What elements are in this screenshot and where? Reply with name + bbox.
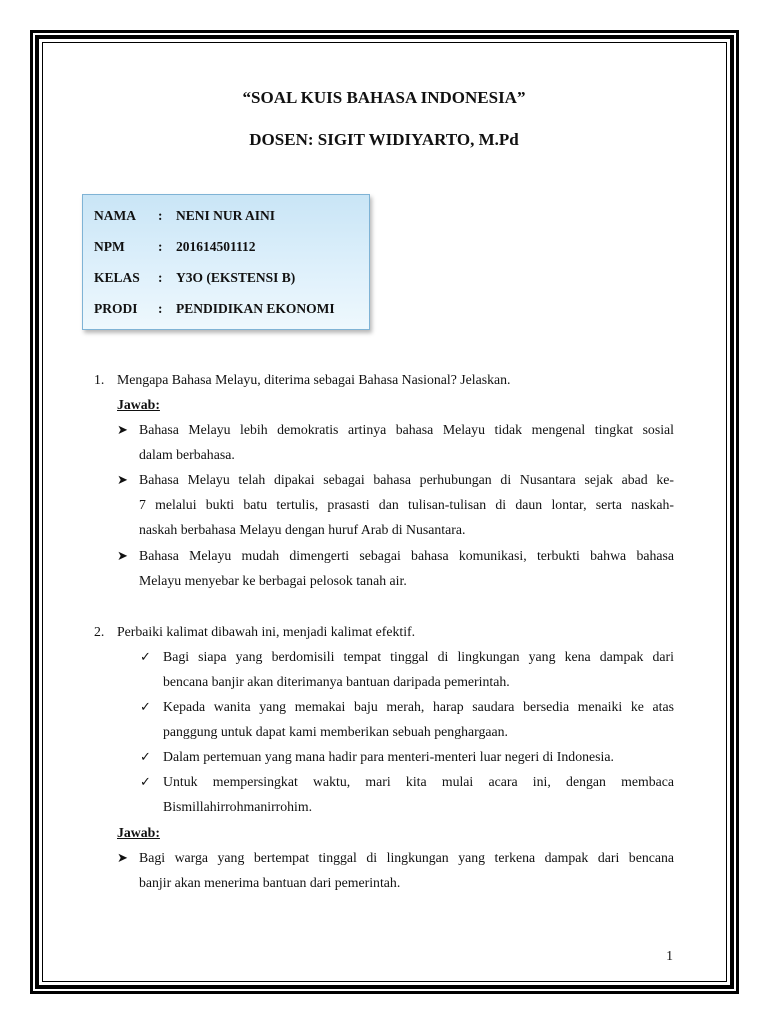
item-2-1-line-1: Bagi siapa yang berdomisili tempat tinggal di lingkungan yang kena dampak dari <box>163 649 674 664</box>
item-2-1-line-2: bencana banjir akan diterimanya bantuan daripada pemerintah. <box>163 674 510 689</box>
question-2-number: 2. <box>94 624 105 639</box>
question-2-text: Perbaiki kalimat dibawah ini, menjadi kalimat efektif. <box>117 624 416 639</box>
identity-value: Y3O (EKSTENSI B) <box>176 270 296 285</box>
identity-separator: : <box>158 301 163 316</box>
identity-key: NPM <box>94 239 125 254</box>
identity-key: PRODI <box>94 301 138 316</box>
identity-key: NAMA <box>94 208 136 223</box>
question-1-answer-label: Jawab: <box>117 397 160 412</box>
document-title: “SOAL KUIS BAHASA INDONESIA” <box>242 88 526 107</box>
answer-2-1-line-2: banjir akan menerima bantuan dari pemerintah. <box>139 875 401 890</box>
answer-1-2-line-1: Bahasa Melayu telah dipakai sebagai bahasa perhubungan di Nusantara sejak abad ke- <box>139 472 674 487</box>
answer-1-2-line-2: 7 melalui bukti batu tertulis, prasasti dan tulisan-tulisan di daun lontar, serta naskah- <box>139 497 674 512</box>
identity-separator: : <box>158 239 163 254</box>
answer-2-1-line-1: Bagi warga yang bertempat tinggal di lingkungan yang terkena dampak dari bencana <box>139 850 674 865</box>
identity-value: 201614501112 <box>176 239 256 254</box>
identity-value: NENI NUR AINI <box>176 208 276 223</box>
answer-1-1-line-2: dalam berbahasa. <box>139 447 235 462</box>
checkmark-icon: ✓ <box>140 699 151 714</box>
answer-1-1-line-1: Bahasa Melayu lebih demokratis artinya bahasa Melayu tidak mengenal tingkat sosial <box>139 422 674 437</box>
answer-1-2-line-3: naskah berbahasa Melayu dengan huruf Arab di Nusantara. <box>139 522 466 537</box>
item-2-4-line-1: Untuk mempersingkat waktu, mari kita mulai acara ini, dengan membaca <box>163 774 674 789</box>
item-2-2-line-1: Kepada wanita yang memakai baju merah, harap saudara bersedia menaiki ke atas <box>163 699 674 714</box>
identity-separator: : <box>158 270 163 285</box>
question-1-text: Mengapa Bahasa Melayu, diterima sebagai Bahasa Nasional? Jelaskan. <box>117 372 511 387</box>
student-identity-box <box>82 194 370 330</box>
arrow-bullet-icon: ➤ <box>117 548 128 563</box>
lecturer-name: DOSEN: SIGIT WIDIYARTO, M.Pd <box>249 130 519 149</box>
checkmark-icon: ✓ <box>140 774 151 789</box>
question-2-answer-label: Jawab: <box>117 825 160 840</box>
arrow-bullet-icon: ➤ <box>117 850 128 865</box>
identity-value: PENDIDIKAN EKONOMI <box>176 301 335 316</box>
question-1-number: 1. <box>94 372 105 387</box>
answer-1-3-line-1: Bahasa Melayu mudah dimengerti sebagai bahasa komunikasi, terbukti bahwa bahasa <box>139 548 674 563</box>
arrow-bullet-icon: ➤ <box>117 472 128 487</box>
identity-separator: : <box>158 208 163 223</box>
page-number: 1 <box>666 948 673 963</box>
item-2-3-line-1: Dalam pertemuan yang mana hadir para menteri-menteri luar negeri di Indonesia. <box>163 749 614 764</box>
checkmark-icon: ✓ <box>140 749 151 764</box>
arrow-bullet-icon: ➤ <box>117 422 128 437</box>
item-2-4-line-2: Bismillahirrohmanirrohim. <box>163 799 313 814</box>
item-2-2-line-2: panggung untuk dapat kami memberikan sebuah penghargaan. <box>163 724 508 739</box>
identity-key: KELAS <box>94 270 140 285</box>
checkmark-icon: ✓ <box>140 649 151 664</box>
answer-1-3-line-2: Melayu menyebar ke berbagai pelosok tanah air. <box>139 573 407 588</box>
